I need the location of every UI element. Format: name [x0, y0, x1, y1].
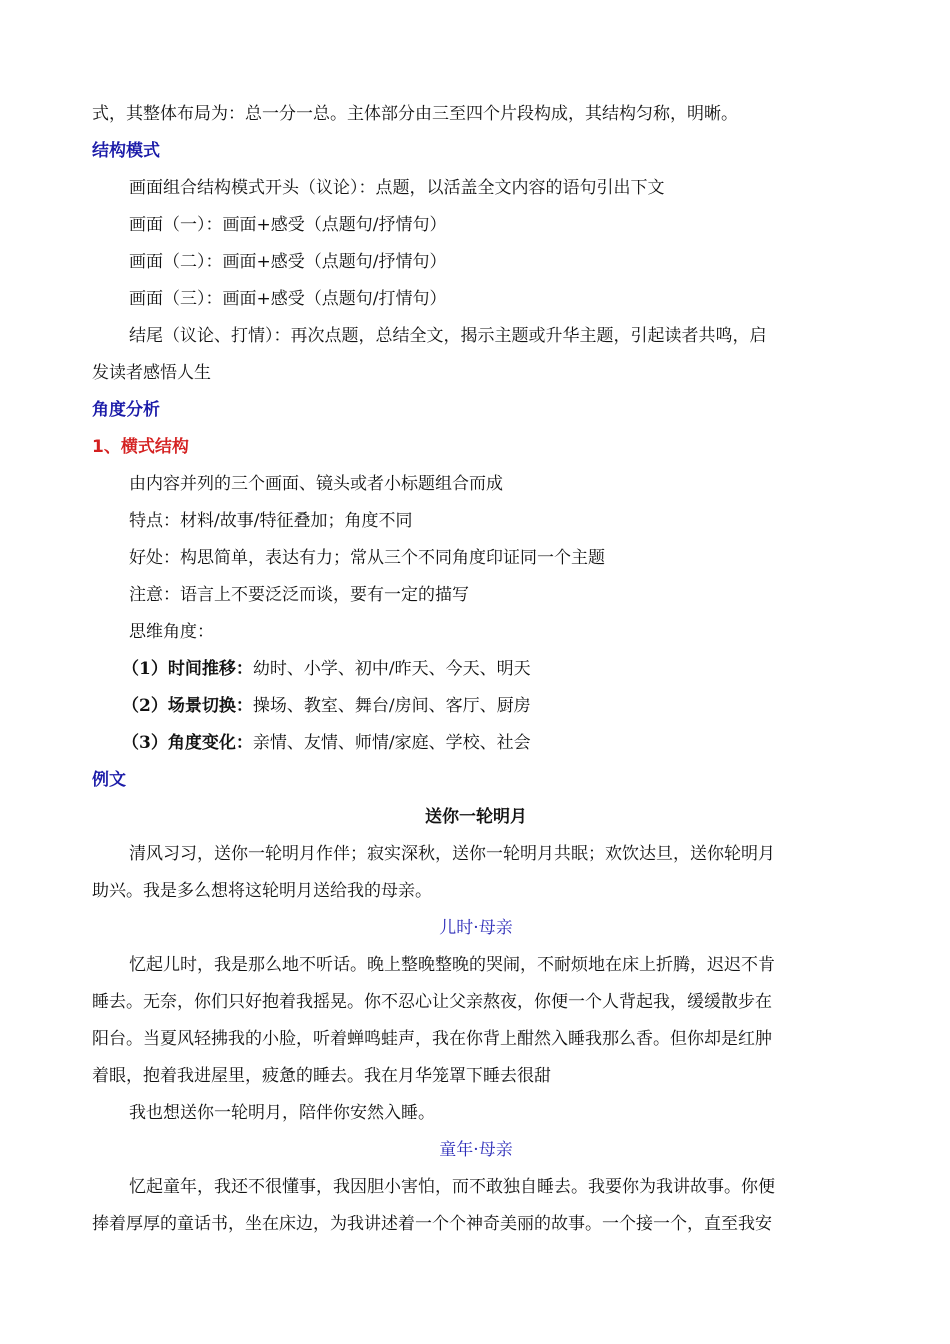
structure-line-scene-1: 画面（一）：画面+感受（点题句/抒情句） — [129, 215, 447, 235]
structure-line-scene-2: 画面（二）：画面+感受（点题句/抒情句） — [129, 252, 447, 272]
angle-text: 操场、教室、舞台/房间、客厅、厨房 — [252, 696, 531, 716]
angle-item-scene — [92, 688, 860, 725]
essay-opening-line-2: 助兴。我是多么想将这轮明月送给我的母亲。 — [92, 881, 432, 901]
essay-title: 送你一轮明月 — [425, 807, 527, 827]
analysis-line-definition: 由内容并列的三个画面、镜头或者小标题组合而成 — [129, 474, 503, 494]
structure-line-scene-3: 画面（三）：画面+感受（点题句/打情句） — [129, 289, 447, 309]
analysis-line-features: 特点：材料/故事/特征叠加；角度不同 — [129, 511, 413, 531]
essay-line: 捧着厚厚的童话书，坐在床边，为我讲述着一个个神奇美丽的故事。一个接一个，直至我安 — [92, 1214, 772, 1234]
angle-text: 幼时、小学、初中/昨天、今天、明天 — [252, 659, 531, 679]
document-page — [92, 96, 860, 1243]
angle-label: （2）场景切换： — [122, 696, 253, 716]
angle-item-time — [92, 651, 860, 688]
essay-opening-line-1: 清风习习，送你一轮明月作伴；寂实深秋，送你一轮明月共眠；欢饮达旦，送你轮明月 — [129, 844, 775, 864]
essay-line: 忆起儿时，我是那么地不听话。晚上整晚整晚的哭闹，不耐烦地在床上折腾，迟迟不肯 — [129, 955, 775, 975]
example-heading: 例文 — [92, 770, 126, 790]
structure-heading: 结构模式 — [92, 141, 160, 161]
analysis-line-thinking: 思维角度： — [129, 622, 214, 642]
structure-ending-continuation: 发读者感悟人生 — [92, 363, 211, 383]
essay-section-close: 我也想送你一轮明月，陪伴你安然入睡。 — [129, 1103, 435, 1123]
analysis-line-caution: 注意：语言上不要泛泛而谈，要有一定的描写 — [129, 585, 469, 605]
analysis-subheading: 1、横式结构 — [92, 437, 189, 457]
section-title-childhood: 儿时·母亲 — [439, 918, 513, 938]
analysis-heading: 角度分析 — [92, 400, 160, 420]
essay-line: 着眼，抱着我进屋里，疲惫的睡去。我在月华笼罩下睡去很甜 — [92, 1066, 551, 1086]
angle-text: 亲情、友情、师情/家庭、学校、社会 — [252, 733, 531, 753]
essay-line: 忆起童年，我还不很懂事，我因胆小害怕，而不敢独自睡去。我要你为我讲故事。你便 — [129, 1177, 775, 1197]
analysis-line-benefits: 好处：构思简单，表达有力；常从三个不同角度印证同一个主题 — [129, 548, 605, 568]
angle-label: （1）时间推移： — [122, 659, 253, 679]
intro-tail-paragraph: 式，其整体布局为：总一分一总。主体部分由三至四个片段构成，其结构匀称，明晰。 — [92, 104, 738, 124]
angle-label: （3）角度变化： — [122, 733, 253, 753]
angle-item-perspective — [92, 725, 860, 762]
section-title-youth: 童年·母亲 — [439, 1140, 513, 1160]
structure-line-opening: 画面组合结构模式开头（议论）：点题，以活盖全文内容的语句引出下文 — [129, 178, 665, 198]
essay-line: 睡去。无奈，你们只好抱着我摇晃。你不忍心让父亲熬夜，你便一个人背起我，缓缓散步在 — [92, 992, 772, 1012]
structure-ending-line: 结尾（议论、打情）：再次点题，总结全文，揭示主题或升华主题，引起读者共鸣，启 — [129, 326, 767, 346]
essay-line: 阳台。当夏风轻拂我的小脸，听着蝉鸣蛙声，我在你背上酣然入睡我那么香。但你却是红肿 — [92, 1029, 772, 1049]
